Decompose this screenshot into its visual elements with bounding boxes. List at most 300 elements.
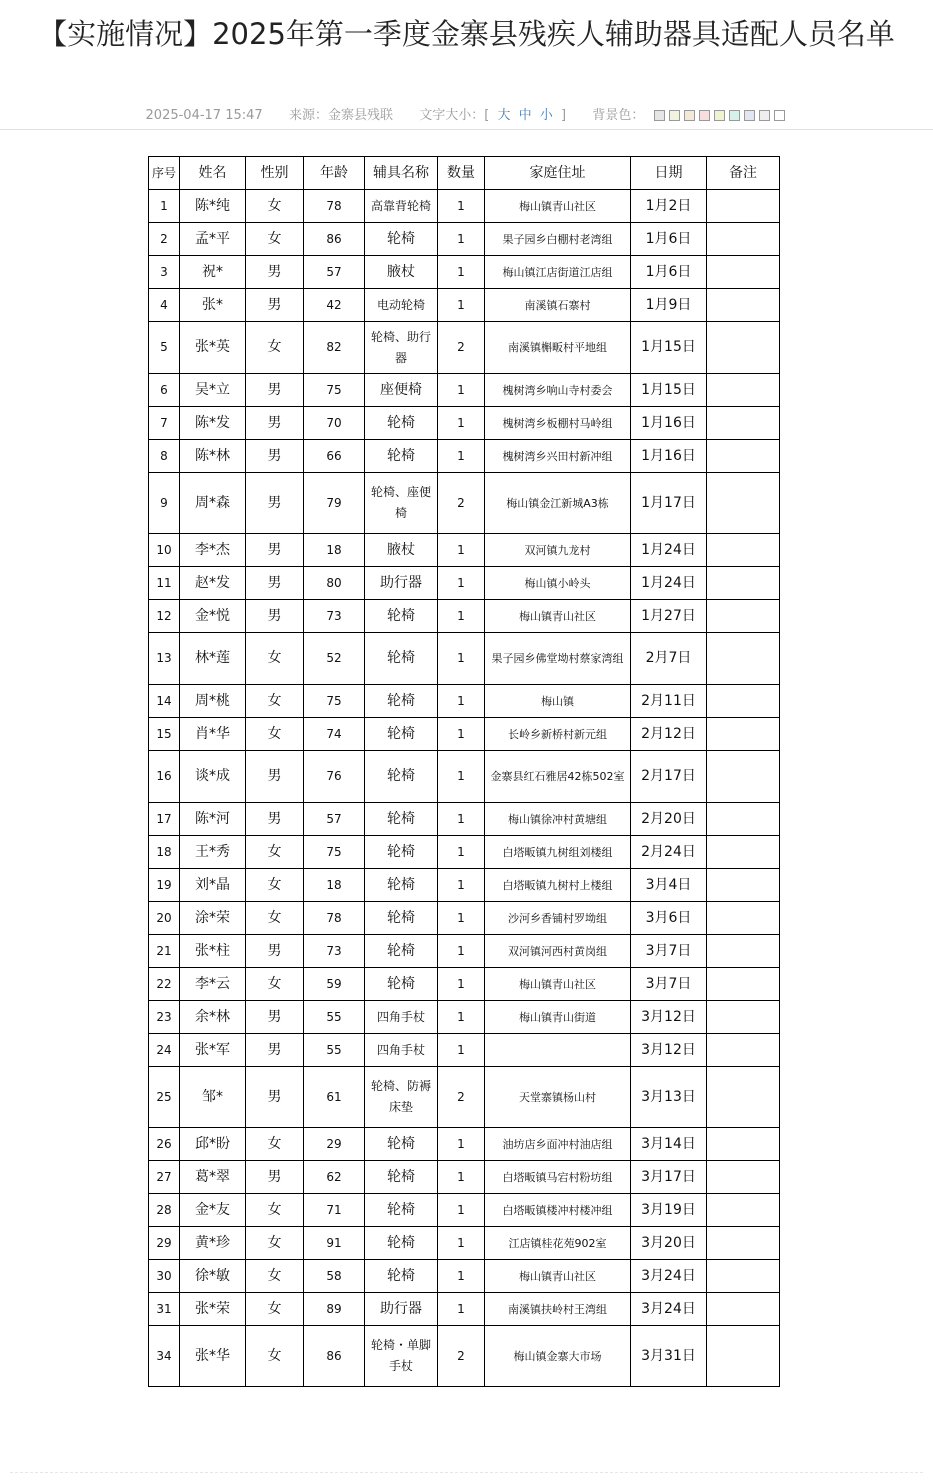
cell-date: 1月6日 (631, 256, 707, 289)
cell-gender: 男 (246, 935, 304, 968)
cell-address: 梅山镇江店街道江店组 (485, 256, 631, 289)
bg-color-swatch[interactable] (669, 110, 680, 121)
cell-remark (707, 1293, 780, 1326)
cell-gender: 女 (246, 223, 304, 256)
cell-address: 天堂寨镇杨山村 (485, 1067, 631, 1128)
cell-gender: 女 (246, 1260, 304, 1293)
cell-device: 助行器 (365, 1293, 438, 1326)
cell-quantity: 1 (438, 1227, 485, 1260)
cell-name: 张*华 (180, 1326, 246, 1387)
cell-name: 涂*荣 (180, 902, 246, 935)
cell-device: 轮椅 (365, 803, 438, 836)
cell-date: 3月4日 (631, 869, 707, 902)
cell-remark (707, 803, 780, 836)
cell-quantity: 1 (438, 1128, 485, 1161)
cell-index: 31 (149, 1293, 180, 1326)
cell-remark (707, 902, 780, 935)
cell-date: 1月9日 (631, 289, 707, 322)
cell-age: 74 (304, 718, 365, 751)
cell-name: 张* (180, 289, 246, 322)
bg-color-swatch[interactable] (699, 110, 710, 121)
cell-remark (707, 1161, 780, 1194)
cell-remark (707, 685, 780, 718)
cell-remark (707, 289, 780, 322)
cell-age: 57 (304, 803, 365, 836)
cell-date: 2月12日 (631, 718, 707, 751)
cell-date: 2月24日 (631, 836, 707, 869)
cell-device: 座便椅 (365, 374, 438, 407)
cell-device: 助行器 (365, 567, 438, 600)
cell-quantity: 1 (438, 1161, 485, 1194)
cell-index: 1 (149, 190, 180, 223)
cell-device: 轮椅 (365, 836, 438, 869)
cell-age: 42 (304, 289, 365, 322)
cell-quantity: 1 (438, 968, 485, 1001)
cell-date: 3月14日 (631, 1128, 707, 1161)
cell-address (485, 1034, 631, 1067)
cell-address: 白塔畈镇楼冲村楼冲组 (485, 1194, 631, 1227)
cell-index: 7 (149, 407, 180, 440)
cell-age: 61 (304, 1067, 365, 1128)
bg-color-swatch[interactable] (774, 110, 785, 121)
cell-remark (707, 935, 780, 968)
cell-name: 刘*晶 (180, 869, 246, 902)
cell-index: 13 (149, 633, 180, 685)
cell-index: 3 (149, 256, 180, 289)
cell-quantity: 1 (438, 718, 485, 751)
cell-date: 3月24日 (631, 1293, 707, 1326)
cell-address: 梅山镇青山社区 (485, 600, 631, 633)
cell-gender: 男 (246, 1001, 304, 1034)
cell-name: 李*云 (180, 968, 246, 1001)
cell-index: 15 (149, 718, 180, 751)
cell-age: 76 (304, 751, 365, 803)
cell-index: 16 (149, 751, 180, 803)
table-row (149, 685, 780, 718)
cell-gender: 女 (246, 190, 304, 223)
cell-device: 轮椅 (365, 1128, 438, 1161)
cell-remark (707, 190, 780, 223)
cell-remark (707, 1067, 780, 1128)
cell-quantity: 1 (438, 190, 485, 223)
header-name: 姓名 (180, 157, 246, 190)
cell-address: 南溪镇扶岭村王湾组 (485, 1293, 631, 1326)
cell-index: 4 (149, 289, 180, 322)
cell-index: 22 (149, 968, 180, 1001)
cell-device: 轮椅 (365, 407, 438, 440)
cell-remark (707, 1326, 780, 1387)
cell-quantity: 1 (438, 836, 485, 869)
cell-quantity: 1 (438, 902, 485, 935)
cell-age: 75 (304, 836, 365, 869)
cell-quantity: 2 (438, 1067, 485, 1128)
header-date: 日期 (631, 157, 707, 190)
cell-age: 57 (304, 256, 365, 289)
header-gender: 性别 (246, 157, 304, 190)
publish-datetime: 2025-04-17 15:47 (145, 108, 263, 123)
cell-age: 70 (304, 407, 365, 440)
cell-quantity: 1 (438, 600, 485, 633)
cell-remark (707, 440, 780, 473)
cell-name: 谈*成 (180, 751, 246, 803)
cell-age: 59 (304, 968, 365, 1001)
cell-quantity: 2 (438, 322, 485, 374)
bg-color-swatch[interactable] (684, 110, 695, 121)
cell-index: 12 (149, 600, 180, 633)
cell-remark (707, 223, 780, 256)
cell-gender: 男 (246, 1067, 304, 1128)
cell-quantity: 1 (438, 935, 485, 968)
cell-gender: 女 (246, 1227, 304, 1260)
table-row (149, 407, 780, 440)
cell-remark (707, 567, 780, 600)
table-row (149, 1293, 780, 1326)
cell-name: 徐*敏 (180, 1260, 246, 1293)
cell-age: 29 (304, 1128, 365, 1161)
cell-remark (707, 1034, 780, 1067)
cell-remark (707, 968, 780, 1001)
cell-device: 腋杖 (365, 256, 438, 289)
cell-age: 18 (304, 534, 365, 567)
cell-quantity: 1 (438, 223, 485, 256)
cell-age: 58 (304, 1260, 365, 1293)
cell-index: 23 (149, 1001, 180, 1034)
cell-device: 轮椅 (365, 633, 438, 685)
cell-gender: 男 (246, 1161, 304, 1194)
cell-gender: 男 (246, 374, 304, 407)
header-address: 家庭住址 (485, 157, 631, 190)
cell-name: 肖*华 (180, 718, 246, 751)
cell-index: 8 (149, 440, 180, 473)
cell-device: 轮椅 (365, 935, 438, 968)
cell-remark (707, 407, 780, 440)
page-title: 【实施情况】2025年第一季度金寨县残疾人辅助器具适配人员名单 (38, 17, 895, 51)
cell-gender: 女 (246, 322, 304, 374)
table-row (149, 935, 780, 968)
table-row (149, 718, 780, 751)
table-row (149, 374, 780, 407)
cell-gender: 女 (246, 836, 304, 869)
cell-address: 槐树湾乡板棚村马岭组 (485, 407, 631, 440)
cell-quantity: 2 (438, 1326, 485, 1387)
cell-index: 24 (149, 1034, 180, 1067)
cell-index: 11 (149, 567, 180, 600)
bg-color-swatch[interactable] (759, 110, 770, 121)
cell-device: 轮椅 (365, 902, 438, 935)
table-row (149, 1194, 780, 1227)
cell-device: 腋杖 (365, 534, 438, 567)
cell-remark (707, 1194, 780, 1227)
cell-name: 金*友 (180, 1194, 246, 1227)
cell-remark (707, 869, 780, 902)
cell-date: 3月7日 (631, 935, 707, 968)
cell-name: 邹* (180, 1067, 246, 1128)
cell-remark (707, 633, 780, 685)
cell-date: 3月13日 (631, 1067, 707, 1128)
cell-index: 27 (149, 1161, 180, 1194)
cell-name: 张*军 (180, 1034, 246, 1067)
cell-remark (707, 534, 780, 567)
table-row (149, 1326, 780, 1387)
cell-age: 62 (304, 1161, 365, 1194)
cell-date: 2月20日 (631, 803, 707, 836)
header-quantity: 数量 (438, 157, 485, 190)
cell-quantity: 1 (438, 289, 485, 322)
cell-index: 34 (149, 1326, 180, 1387)
bg-color-swatch[interactable] (744, 110, 755, 121)
cell-gender: 女 (246, 1326, 304, 1387)
table-row (149, 803, 780, 836)
table-row (149, 1034, 780, 1067)
cell-index: 9 (149, 473, 180, 534)
cell-device: 电动轮椅 (365, 289, 438, 322)
cell-remark (707, 473, 780, 534)
cell-quantity: 1 (438, 567, 485, 600)
cell-remark (707, 1260, 780, 1293)
cell-date: 2月11日 (631, 685, 707, 718)
cell-index: 10 (149, 534, 180, 567)
cell-name: 黄*珍 (180, 1227, 246, 1260)
cell-date: 3月19日 (631, 1194, 707, 1227)
cell-name: 余*林 (180, 1001, 246, 1034)
cell-address: 南溪镇石寨村 (485, 289, 631, 322)
cell-age: 79 (304, 473, 365, 534)
cell-age: 71 (304, 1194, 365, 1227)
footer-divider (10, 1472, 923, 1473)
cell-quantity: 1 (438, 633, 485, 685)
cell-gender: 男 (246, 407, 304, 440)
cell-age: 78 (304, 902, 365, 935)
cell-gender: 男 (246, 567, 304, 600)
cell-index: 18 (149, 836, 180, 869)
cell-quantity: 1 (438, 1034, 485, 1067)
cell-gender: 女 (246, 1128, 304, 1161)
cell-gender: 男 (246, 289, 304, 322)
cell-date: 3月17日 (631, 1161, 707, 1194)
cell-address: 梅山镇小岭头 (485, 567, 631, 600)
table-row (149, 567, 780, 600)
header-index: 序号 (149, 157, 180, 190)
cell-age: 82 (304, 322, 365, 374)
cell-index: 28 (149, 1194, 180, 1227)
table-row (149, 869, 780, 902)
table-row (149, 473, 780, 534)
cell-age: 86 (304, 1326, 365, 1387)
cell-device: 轮椅・单脚手杖 (365, 1326, 438, 1387)
cell-index: 17 (149, 803, 180, 836)
cell-address: 白塔畈镇马宕村粉坊组 (485, 1161, 631, 1194)
table-row (149, 1227, 780, 1260)
background-color-label: 背景色： (592, 108, 645, 123)
cell-date: 1月24日 (631, 567, 707, 600)
cell-gender: 男 (246, 256, 304, 289)
cell-quantity: 1 (438, 407, 485, 440)
table-row (149, 322, 780, 374)
cell-index: 26 (149, 1128, 180, 1161)
cell-device: 轮椅 (365, 869, 438, 902)
bg-color-swatch[interactable] (729, 110, 740, 121)
source-label: 来源：金寨县残联 (288, 108, 393, 123)
cell-quantity: 1 (438, 256, 485, 289)
table-row (149, 440, 780, 473)
cell-remark (707, 374, 780, 407)
cell-gender: 女 (246, 1194, 304, 1227)
cell-address: 梅山镇 (485, 685, 631, 718)
cell-date: 1月27日 (631, 600, 707, 633)
roster-table (148, 156, 780, 1387)
cell-gender: 男 (246, 600, 304, 633)
background-swatches (652, 108, 787, 123)
cell-gender: 女 (246, 902, 304, 935)
cell-address: 果子园乡佛堂坳村蔡家湾组 (485, 633, 631, 685)
table-row (149, 1001, 780, 1034)
cell-quantity: 1 (438, 869, 485, 902)
table-row (149, 1260, 780, 1293)
cell-name: 金*悦 (180, 600, 246, 633)
cell-age: 55 (304, 1034, 365, 1067)
cell-gender: 女 (246, 718, 304, 751)
cell-device: 轮椅 (365, 600, 438, 633)
cell-index: 19 (149, 869, 180, 902)
cell-device: 四角手杖 (365, 1034, 438, 1067)
cell-device: 轮椅 (365, 968, 438, 1001)
font-size-medium-button[interactable]: 中 (518, 108, 532, 123)
cell-date: 1月16日 (631, 407, 707, 440)
cell-device: 轮椅、助行器 (365, 322, 438, 374)
cell-remark (707, 1001, 780, 1034)
cell-gender: 男 (246, 803, 304, 836)
cell-address: 梅山镇徐冲村黄塘组 (485, 803, 631, 836)
cell-date: 3月6日 (631, 902, 707, 935)
cell-gender: 女 (246, 968, 304, 1001)
cell-name: 吴*立 (180, 374, 246, 407)
cell-quantity: 1 (438, 1194, 485, 1227)
cell-index: 14 (149, 685, 180, 718)
font-size-small-button[interactable]: 小 (539, 108, 553, 123)
cell-gender: 男 (246, 751, 304, 803)
table-header-row (149, 157, 780, 190)
cell-date: 3月7日 (631, 968, 707, 1001)
font-size-label: 文字大小：[ (419, 108, 490, 123)
cell-age: 52 (304, 633, 365, 685)
cell-quantity: 1 (438, 1293, 485, 1326)
cell-device: 四角手杖 (365, 1001, 438, 1034)
cell-name: 祝* (180, 256, 246, 289)
cell-address: 白塔畈镇九树村上楼组 (485, 869, 631, 902)
header-remark: 备注 (707, 157, 780, 190)
cell-device: 轮椅 (365, 1161, 438, 1194)
cell-name: 张*荣 (180, 1293, 246, 1326)
cell-address: 梅山镇青山社区 (485, 968, 631, 1001)
cell-age: 73 (304, 600, 365, 633)
cell-name: 李*杰 (180, 534, 246, 567)
bg-color-swatch[interactable] (714, 110, 725, 121)
cell-quantity: 1 (438, 1001, 485, 1034)
cell-address: 梅山镇金江新城A3栋 (485, 473, 631, 534)
cell-age: 75 (304, 685, 365, 718)
table-row (149, 1067, 780, 1128)
cell-name: 林*莲 (180, 633, 246, 685)
table-row (149, 1161, 780, 1194)
cell-name: 陈*发 (180, 407, 246, 440)
cell-device: 轮椅 (365, 718, 438, 751)
cell-name: 邱*盼 (180, 1128, 246, 1161)
cell-address: 长岭乡新桥村新元组 (485, 718, 631, 751)
bg-color-swatch[interactable] (654, 110, 665, 121)
cell-address: 沙河乡香铺村罗坳组 (485, 902, 631, 935)
cell-address: 江店镇桂花苑902室 (485, 1227, 631, 1260)
cell-name: 王*秀 (180, 836, 246, 869)
cell-gender: 女 (246, 685, 304, 718)
cell-address: 梅山镇金寨大市场 (485, 1326, 631, 1387)
cell-date: 1月16日 (631, 440, 707, 473)
table-row (149, 633, 780, 685)
cell-age: 73 (304, 935, 365, 968)
cell-address: 梅山镇青山街道 (485, 1001, 631, 1034)
cell-name: 周*森 (180, 473, 246, 534)
cell-remark (707, 1227, 780, 1260)
cell-age: 18 (304, 869, 365, 902)
cell-index: 21 (149, 935, 180, 968)
table-row (149, 902, 780, 935)
cell-name: 周*桃 (180, 685, 246, 718)
cell-remark (707, 322, 780, 374)
cell-gender: 女 (246, 633, 304, 685)
table-row (149, 600, 780, 633)
cell-name: 葛*翠 (180, 1161, 246, 1194)
table-row (149, 289, 780, 322)
cell-age: 89 (304, 1293, 365, 1326)
cell-gender: 男 (246, 473, 304, 534)
cell-device: 轮椅 (365, 440, 438, 473)
cell-index: 29 (149, 1227, 180, 1260)
cell-remark (707, 1128, 780, 1161)
table-row (149, 534, 780, 567)
cell-age: 66 (304, 440, 365, 473)
cell-date: 3月20日 (631, 1227, 707, 1260)
cell-address: 油坊店乡面冲村油店组 (485, 1128, 631, 1161)
cell-date: 1月17日 (631, 473, 707, 534)
cell-index: 30 (149, 1260, 180, 1293)
cell-index: 20 (149, 902, 180, 935)
cell-address: 白塔畈镇九树组刘楼组 (485, 836, 631, 869)
cell-gender: 男 (246, 534, 304, 567)
header-device: 辅具名称 (365, 157, 438, 190)
cell-date: 3月12日 (631, 1001, 707, 1034)
cell-date: 2月17日 (631, 751, 707, 803)
cell-device: 轮椅 (365, 1194, 438, 1227)
cell-gender: 男 (246, 1034, 304, 1067)
cell-address: 南溪镇槲畈村平地组 (485, 322, 631, 374)
cell-quantity: 1 (438, 1260, 485, 1293)
cell-quantity: 1 (438, 803, 485, 836)
cell-remark (707, 751, 780, 803)
cell-device: 轮椅 (365, 1227, 438, 1260)
cell-age: 80 (304, 567, 365, 600)
cell-address: 槐树湾乡兴田村新冲组 (485, 440, 631, 473)
cell-device: 轮椅、座便椅 (365, 473, 438, 534)
table-row (149, 968, 780, 1001)
table-row (149, 190, 780, 223)
cell-name: 张*柱 (180, 935, 246, 968)
cell-age: 86 (304, 223, 365, 256)
font-size-large-button[interactable]: 大 (497, 108, 511, 123)
cell-quantity: 1 (438, 751, 485, 803)
cell-address: 金寨县红石雅居42栋502室 (485, 751, 631, 803)
cell-age: 91 (304, 1227, 365, 1260)
header-age: 年龄 (304, 157, 365, 190)
cell-name: 赵*发 (180, 567, 246, 600)
